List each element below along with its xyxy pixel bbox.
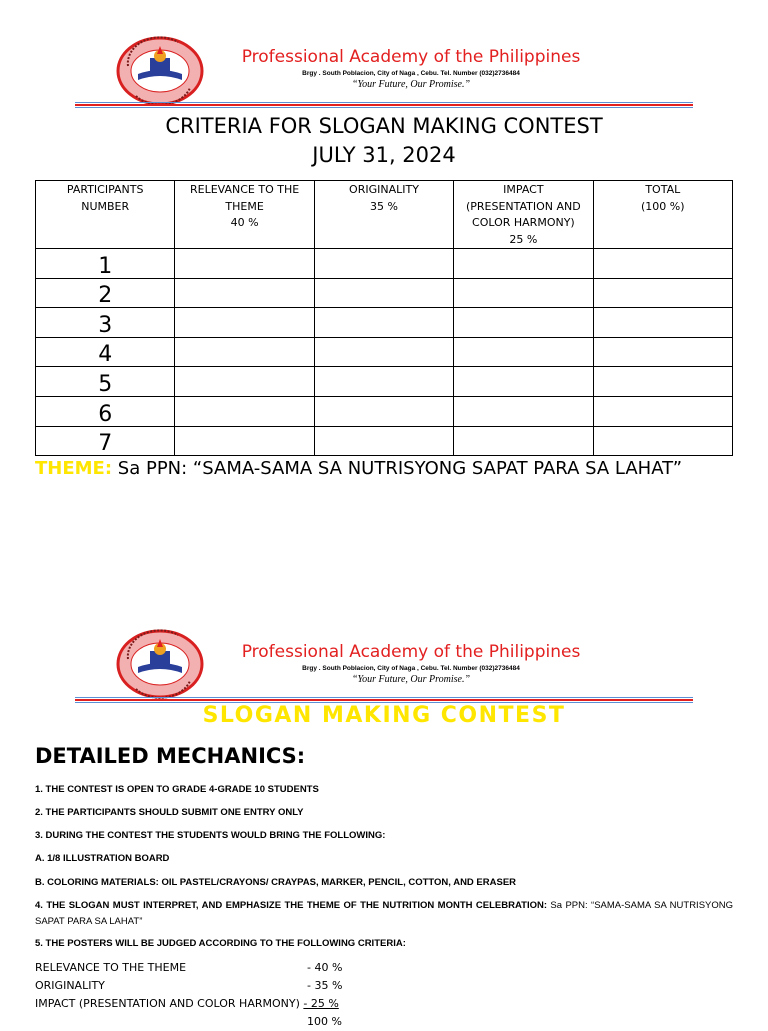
mechanic-item: 1. THE CONTEST IS OPEN TO GRADE 4-GRADE 10 STUDENTS xyxy=(35,784,319,795)
score-cell[interactable] xyxy=(314,426,453,456)
header-divider xyxy=(75,102,693,110)
score-cell[interactable] xyxy=(175,396,314,426)
participant-number: 1 xyxy=(36,249,175,279)
score-cell[interactable] xyxy=(593,367,732,397)
school-motto: “Your Future, Our Promise.” xyxy=(351,674,471,685)
score-cell[interactable] xyxy=(454,249,593,279)
score-cell[interactable] xyxy=(454,426,593,456)
mechanic-item: A. 1/8 ILLUSTRATION BOARD xyxy=(35,853,170,864)
header-total: TOTAL (100 %) xyxy=(593,181,732,249)
mechanic-item: 2. THE PARTICIPANTS SHOULD SUBMIT ONE ENTRY ONLY xyxy=(35,807,304,818)
criterion-relevance: RELEVANCE TO THE THEME - 40 % xyxy=(35,961,343,974)
participant-number: 2 xyxy=(36,278,175,308)
score-cell[interactable] xyxy=(175,426,314,456)
score-cell[interactable] xyxy=(175,278,314,308)
criterion-originality: ORIGINALITY - 35 % xyxy=(35,979,343,992)
score-cell[interactable] xyxy=(175,367,314,397)
table-row xyxy=(36,396,733,426)
theme-statement xyxy=(35,455,733,482)
score-cell[interactable] xyxy=(454,367,593,397)
theme-label: THEME: xyxy=(35,458,113,479)
contest-title: SLOGAN MAKING CONTEST xyxy=(202,703,566,728)
table-row xyxy=(36,367,733,397)
mechanics-heading: DETAILED MECHANICS: xyxy=(35,744,306,768)
table-row xyxy=(36,278,733,308)
score-cell[interactable] xyxy=(314,308,453,338)
participant-number: 7 xyxy=(36,426,175,456)
score-cell[interactable] xyxy=(454,308,593,338)
score-cell[interactable] xyxy=(314,367,453,397)
score-cell[interactable] xyxy=(454,396,593,426)
table-row xyxy=(36,426,733,456)
participant-number: 6 xyxy=(36,396,175,426)
header-participants: PARTICIPANTS NUMBER xyxy=(36,181,175,249)
school-address: Brgy . South Poblacion, City of Naga , Cebu. Tel. Number (032)2736484 xyxy=(302,665,520,672)
score-cell[interactable] xyxy=(593,249,732,279)
school-motto: “Your Future, Our Promise.” xyxy=(351,79,471,90)
criteria-table xyxy=(35,180,733,456)
score-cell[interactable] xyxy=(314,278,453,308)
score-cell[interactable] xyxy=(314,337,453,367)
score-cell[interactable] xyxy=(175,249,314,279)
table-row xyxy=(36,308,733,338)
school-name: Professional Academy of the Philippines xyxy=(241,642,581,662)
score-cell[interactable] xyxy=(314,249,453,279)
score-cell[interactable] xyxy=(454,337,593,367)
theme-text: Sa PPN: “SAMA-SAMA SA NUTRISYONG SAPAT PARA SA LAHAT” xyxy=(117,458,683,479)
table-row xyxy=(36,249,733,279)
header-impact: IMPACT (PRESENTATION AND COLOR HARMONY) 25 % xyxy=(454,181,593,249)
score-cell[interactable] xyxy=(593,396,732,426)
mechanic-item: 3. DURING THE CONTEST THE STUDENTS WOULD BRING THE FOLLOWING: xyxy=(35,830,386,841)
score-cell[interactable] xyxy=(314,396,453,426)
header-relevance: RELEVANCE TO THE THEME 40 % xyxy=(175,181,314,249)
school-seal-logo xyxy=(116,629,204,699)
participant-number: 4 xyxy=(36,337,175,367)
score-cell[interactable] xyxy=(175,337,314,367)
school-name: Professional Academy of the Philippines xyxy=(241,47,581,67)
score-cell[interactable] xyxy=(593,337,732,367)
participant-number: 5 xyxy=(36,367,175,397)
criterion-total: 100 % xyxy=(307,1015,342,1028)
contest-date: JULY 31, 2024 xyxy=(312,143,456,167)
score-cell[interactable] xyxy=(593,426,732,456)
criterion-impact: IMPACT (PRESENTATION AND COLOR HARMONY) - 25 % xyxy=(35,997,339,1010)
mechanic-item: B. COLORING MATERIALS: OIL PASTEL/CRAYONS/ CRAYPAS, MARKER, PENCIL, COTTON, AND ERASER xyxy=(35,877,517,888)
score-cell[interactable] xyxy=(454,278,593,308)
score-cell[interactable] xyxy=(593,308,732,338)
score-cell[interactable] xyxy=(593,278,732,308)
participant-number: 3 xyxy=(36,308,175,338)
school-address: Brgy . South Poblacion, City of Naga , Cebu. Tel. Number (032)2736484 xyxy=(302,70,520,77)
mechanic-item: 5. THE POSTERS WILL BE JUDGED ACCORDING TO THE FOLLOWING CRITERIA: xyxy=(35,938,406,949)
score-cell[interactable] xyxy=(175,308,314,338)
header-originality: ORIGINALITY 35 % xyxy=(314,181,453,249)
criteria-table-header xyxy=(36,181,733,249)
page-title: CRITERIA FOR SLOGAN MAKING CONTEST xyxy=(165,114,603,138)
mechanic-item-theme: 4. THE SLOGAN MUST INTERPRET, AND EMPHASIZE THE THEME OF THE NUTRITION MONTH CELEBRATION: Sa PPN: “SAMA-SAMA SA NUTRISYONG SAPAT PARA SA LAHAT” xyxy=(35,900,734,927)
table-row xyxy=(36,337,733,367)
